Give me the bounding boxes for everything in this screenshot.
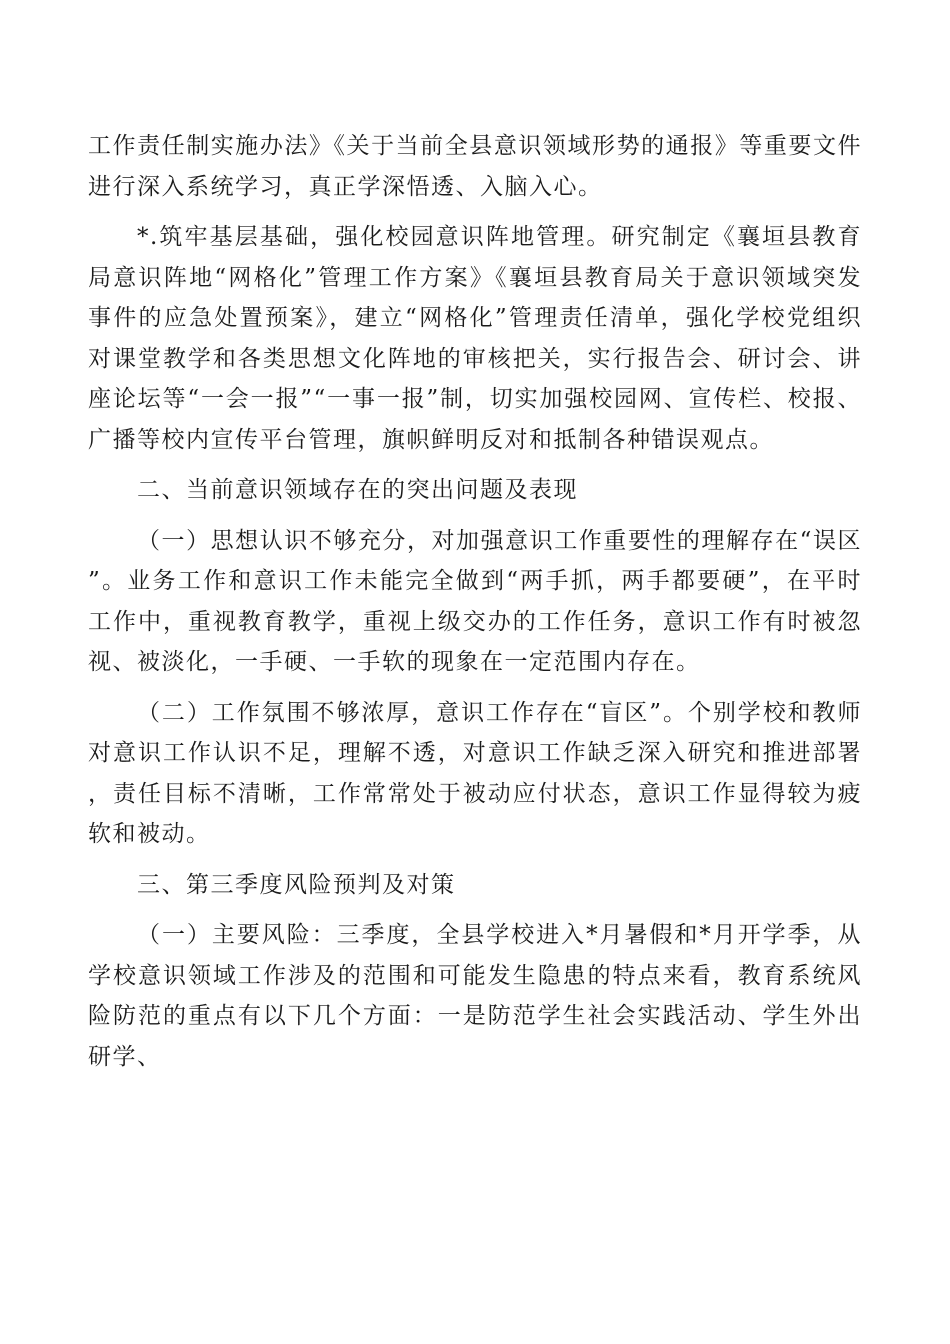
document-page	[88, 126, 862, 1087]
section-heading-3: 三、第三季度风险预判及对策	[137, 871, 456, 898]
paragraph-5: （一）主要风险：三季度，全县学校进入*月暑假和*月开学季，从学校意识领域工作涉及的范围和可能发生隐患的特点来看，教育系统风险防范的重点有以下几个方面：一是防范学生社会实践活动、学生外出研学、	[88, 922, 862, 1070]
paragraph-2: *.筑牢基层基础，强化校园意识阵地管理。研究制定《襄垣县教育局意识阵地“网格化”管理工作方案》《襄垣县教育局关于意识领域突发事件的应急处置预案》，建立“网格化”管理责任清单，强化学校党组织对课堂教学和各类思想文化阵地的审核把关，实行报告会、研讨会、讲座论坛等“一会一报”“一事一报”制，切实加强校园网、宣传栏、校报、广播等校内宣传平台管理，旗帜鲜明反对和抵制各种错误观点。	[88, 224, 862, 453]
section-heading-2: 二、当前意识领域存在的突出问题及表现	[137, 477, 578, 503]
paragraph-3: （一）思想认识不够充分，对加强意识工作重要性的理解存在“误区”。业务工作和意识工作未能完全做到“两手抓，两手都要硬”，在平时工作中，重视教育教学，重视上级交办的工作任务，意识工作有时被忽视、被淡化，一手硬、一手软的现象在一定范围内存在。	[88, 527, 862, 675]
paragraph-4: （二）工作氛围不够浓厚，意识工作存在“盲区”。个别学校和教师对意识工作认识不足，理解不透，对意识工作缺乏深入研究和推进部署，责任目标不清晰，工作常常处于被动应付状态，意识工作显得较为疲软和被动。	[88, 699, 862, 847]
paragraph-1: 工作责任制实施办法》《关于当前全县意识领域形势的通报》等重要文件进行深入系统学习，真正学深悟透、入脑入心。	[88, 133, 862, 200]
